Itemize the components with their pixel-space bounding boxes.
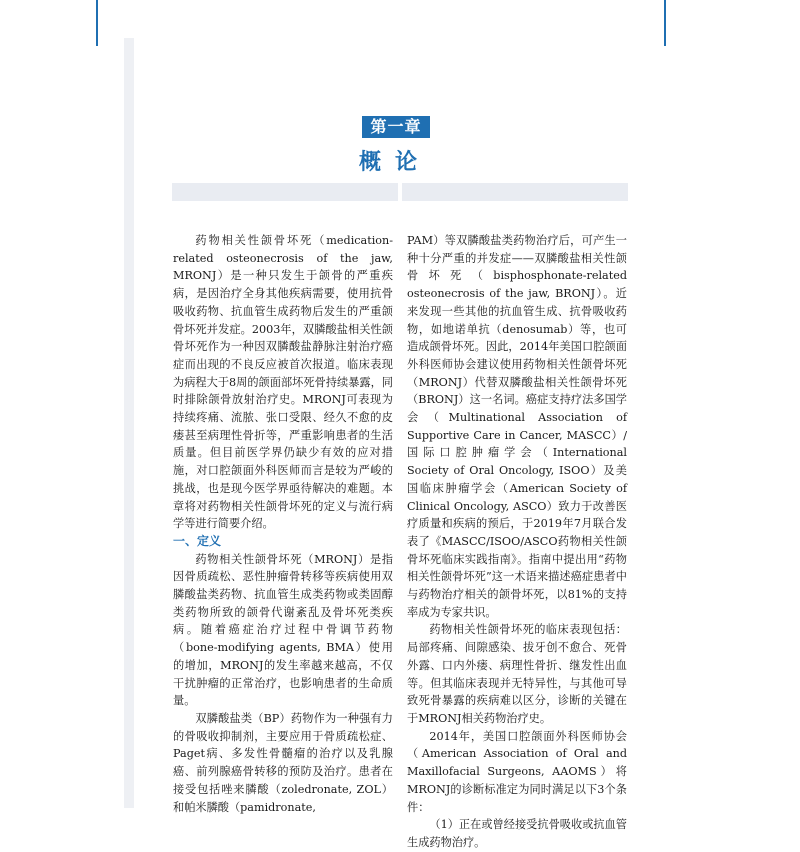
criteria-item-1: （1）正在或曾经接受抗骨吸收或抗血管生成药物治疗。	[407, 818, 627, 849]
right-column	[407, 232, 627, 852]
continued-paragraph: PAM）等双膦酸盐类药物治疗后，可产生一种十分严重的并发症——双膦酸盐相关性颌骨坏死（bisphosphonate-related osteonecrosis of the jaw, BRONJ）。近来发现一些其他的抗血管生成、抗骨吸收药物，如地诺单抗（denosumab）等，也可造成颌骨坏死。因此，2014年美国口腔颌面外科医师协会建议使用药物相关性颌骨坏死（MRONJ）代替双膦酸盐相关性颌骨坏死（BRONJ）这一名词。癌症支持疗法多国学会（Multinational Association of Supportive Care in Cancer, MASCC）/国际口腔肿瘤学会（International Society of Oral Oncology, ISOO）及美国临床肿瘤学会（American Society of Clinical Oncology, ASCO）致力于改善医疗质量和疾病的预后，于2019年7月联合发表了《MASCC/ISOO/ASCO药物相关性颌骨坏死临床实践指南》。指南中提出用“药物相关性颌骨坏死”这一术语来描述癌症患者中与药物治疗相关的颌骨坏死，以81%的支持率成为专家共识。	[407, 234, 627, 619]
intro-paragraph: 药物相关性颌骨坏死（medication-related osteonecrosis of the jaw, MRONJ）是一种只发生于颌骨的严重疾病，是因治疗全身其他疾病需要，使用抗骨吸收药物、抗血管生成药物后发生的严重颌骨坏死并发症。2003年，双膦酸盐相关性颌骨坏死作为一种因双膦酸盐静脉注射治疗癌症而出现的不良反应被首次报道。临床表现为病程大于8周的颌面部坏死骨持续暴露，同时排除颌骨放射治疗史。MRONJ可表现为持续疼痛、流脓、张口受限、经久不愈的皮瘘甚至病理性骨折等，严重影响患者的生活质量。但目前医学界仍缺少有效的应对措施，对口腔颌面外科医师而言是较为严峻的挑战，也是现今医学界亟待解决的难题。本章将对药物相关性颌骨坏死的定义与流行病学等进行简要介绍。	[173, 234, 393, 531]
chapter-number-label: 第一章	[362, 116, 430, 138]
bp-paragraph: 双膦酸盐类（BP）药物作为一种强有力的骨吸收抑制剂，主要应用于骨质疏松症、Paget病、多发性骨髓瘤的治疗以及乳腺癌、前列腺癌骨转移的预防及治疗。患者在接受包括唑来膦酸（zoledronate, ZOL）和帕米膦酸（pamidronate,	[173, 711, 393, 814]
header-band-left	[172, 183, 398, 201]
page-side-band	[124, 38, 134, 808]
left-column	[173, 232, 393, 816]
header-band-right	[402, 183, 628, 201]
chapter-title: 概论	[358, 150, 431, 175]
definition-paragraph: 药物相关性颌骨坏死（MRONJ）是指因骨质疏松、恶性肿瘤骨转移等疾病使用双膦酸盐类药物、抗血管生成类药物或类固醇类药物所致的颌骨代谢紊乱及骨坏死类疾病。随着癌症治疗过程中骨调节药物（bone-modifying agents, BMA）使用的增加，MRONJ的发生率越来越高，不仅干扰肿瘤的正常治疗，也影响患者的生命质量。	[173, 552, 393, 708]
aaoms-paragraph: 2014年，美国口腔颌面外科医师协会（American Association of Oral and Maxillofacial Surgeons, AAOMS）将MRONJ的诊断标准定为同时满足以下3个条件：	[407, 729, 627, 814]
section-heading-definition: 一、定义	[173, 533, 222, 548]
top-rule-left	[96, 0, 98, 46]
top-rule-right	[664, 0, 666, 46]
clinical-paragraph: 药物相关性颌骨坏死的临床表现包括：局部疼痛、间隙感染、拔牙创不愈合、死骨外露、口内外瘘、病理性骨折、继发性出血等。但其临床表现并无特异性，与其他可导致死骨暴露的疾病难以区分，诊断的关键在于MRONJ相关药物治疗史。	[407, 623, 627, 725]
